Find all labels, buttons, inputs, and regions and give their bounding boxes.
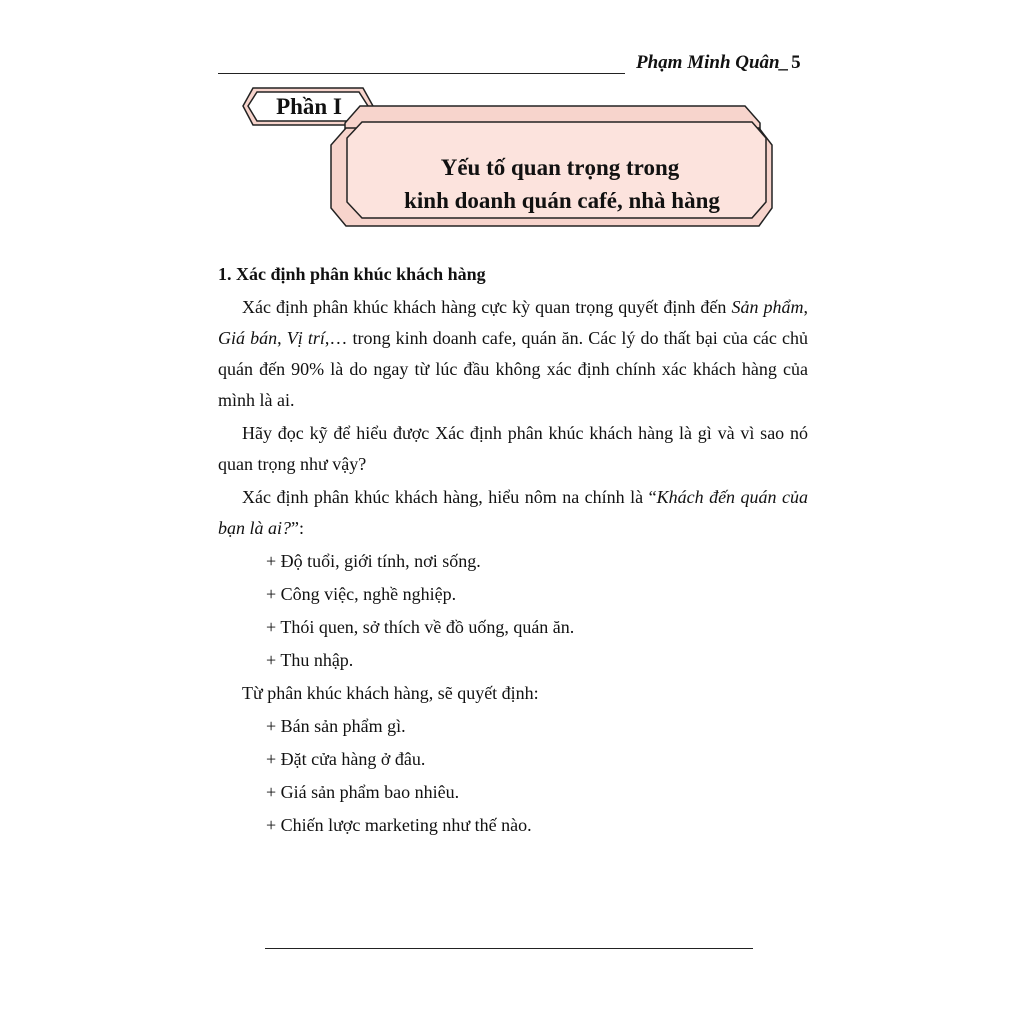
list-item: + Giá sản phẩm bao nhiêu. bbox=[266, 782, 460, 802]
p1-rest: ,… trong kinh doanh cafe, quán ăn. Các lý do thất bại của các chủ quán đến 90% là do ngay từ lúc đầu không xác định chính xác khách hàng của mình là ai. bbox=[218, 328, 809, 410]
list-item: + Chiến lược marketing như thế nào. bbox=[266, 815, 532, 835]
paragraph-2: Hãy đọc kỹ để hiểu được Xác định phân khúc khách hàng là gì và vì sao nó quan trọng như vậy? bbox=[218, 423, 808, 474]
list-item: + Thu nhập. bbox=[266, 650, 354, 670]
body-content bbox=[218, 259, 808, 843]
paragraph-3 bbox=[218, 482, 808, 544]
list-item: + Đặt cửa hàng ở đâu. bbox=[266, 749, 426, 769]
footer-rule bbox=[265, 948, 753, 949]
p1-sep-1: , bbox=[803, 297, 808, 317]
paragraph-4: Từ phân khúc khách hàng, sẽ quyết định: bbox=[242, 683, 539, 703]
p3-tail: ”: bbox=[291, 518, 305, 538]
section-heading: 1. Xác định phân khúc khách hàng bbox=[218, 264, 486, 284]
author-name: Phạm Minh Quân_ bbox=[636, 52, 790, 73]
p1-sep-2: , bbox=[277, 328, 287, 348]
p3-italic-question: Khách đến quán của bạn là ai? bbox=[218, 487, 808, 538]
list-item: + Công việc, nghề nghiệp. bbox=[266, 584, 457, 604]
part-label: Phần I bbox=[276, 94, 342, 119]
chapter-banner bbox=[0, 0, 1024, 260]
chapter-title-line-2: kinh doanh quán café, nhà hàng bbox=[404, 188, 720, 213]
p1-lead: Xác định phân khúc khách hàng cực kỳ quan trọng quyết định đến bbox=[242, 297, 732, 317]
page-number: 5 bbox=[791, 52, 801, 73]
list-item: + Độ tuổi, giới tính, nơi sống. bbox=[266, 551, 481, 571]
list-item: + Bán sản phẩm gì. bbox=[266, 716, 406, 736]
p1-italic-product: Sản phẩm bbox=[731, 297, 804, 317]
p1-italic-price: Giá bán bbox=[218, 328, 278, 348]
list-item: + Thói quen, sở thích về đồ uống, quán ăn. bbox=[266, 617, 575, 637]
p1-italic-location: Vị trí bbox=[286, 328, 325, 348]
p3-lead: Xác định phân khúc khách hàng, hiểu nôm na chính là “ bbox=[242, 487, 657, 507]
paragraph-1 bbox=[218, 292, 808, 416]
chapter-title-line-1: Yếu tố quan trọng trong bbox=[440, 155, 680, 180]
